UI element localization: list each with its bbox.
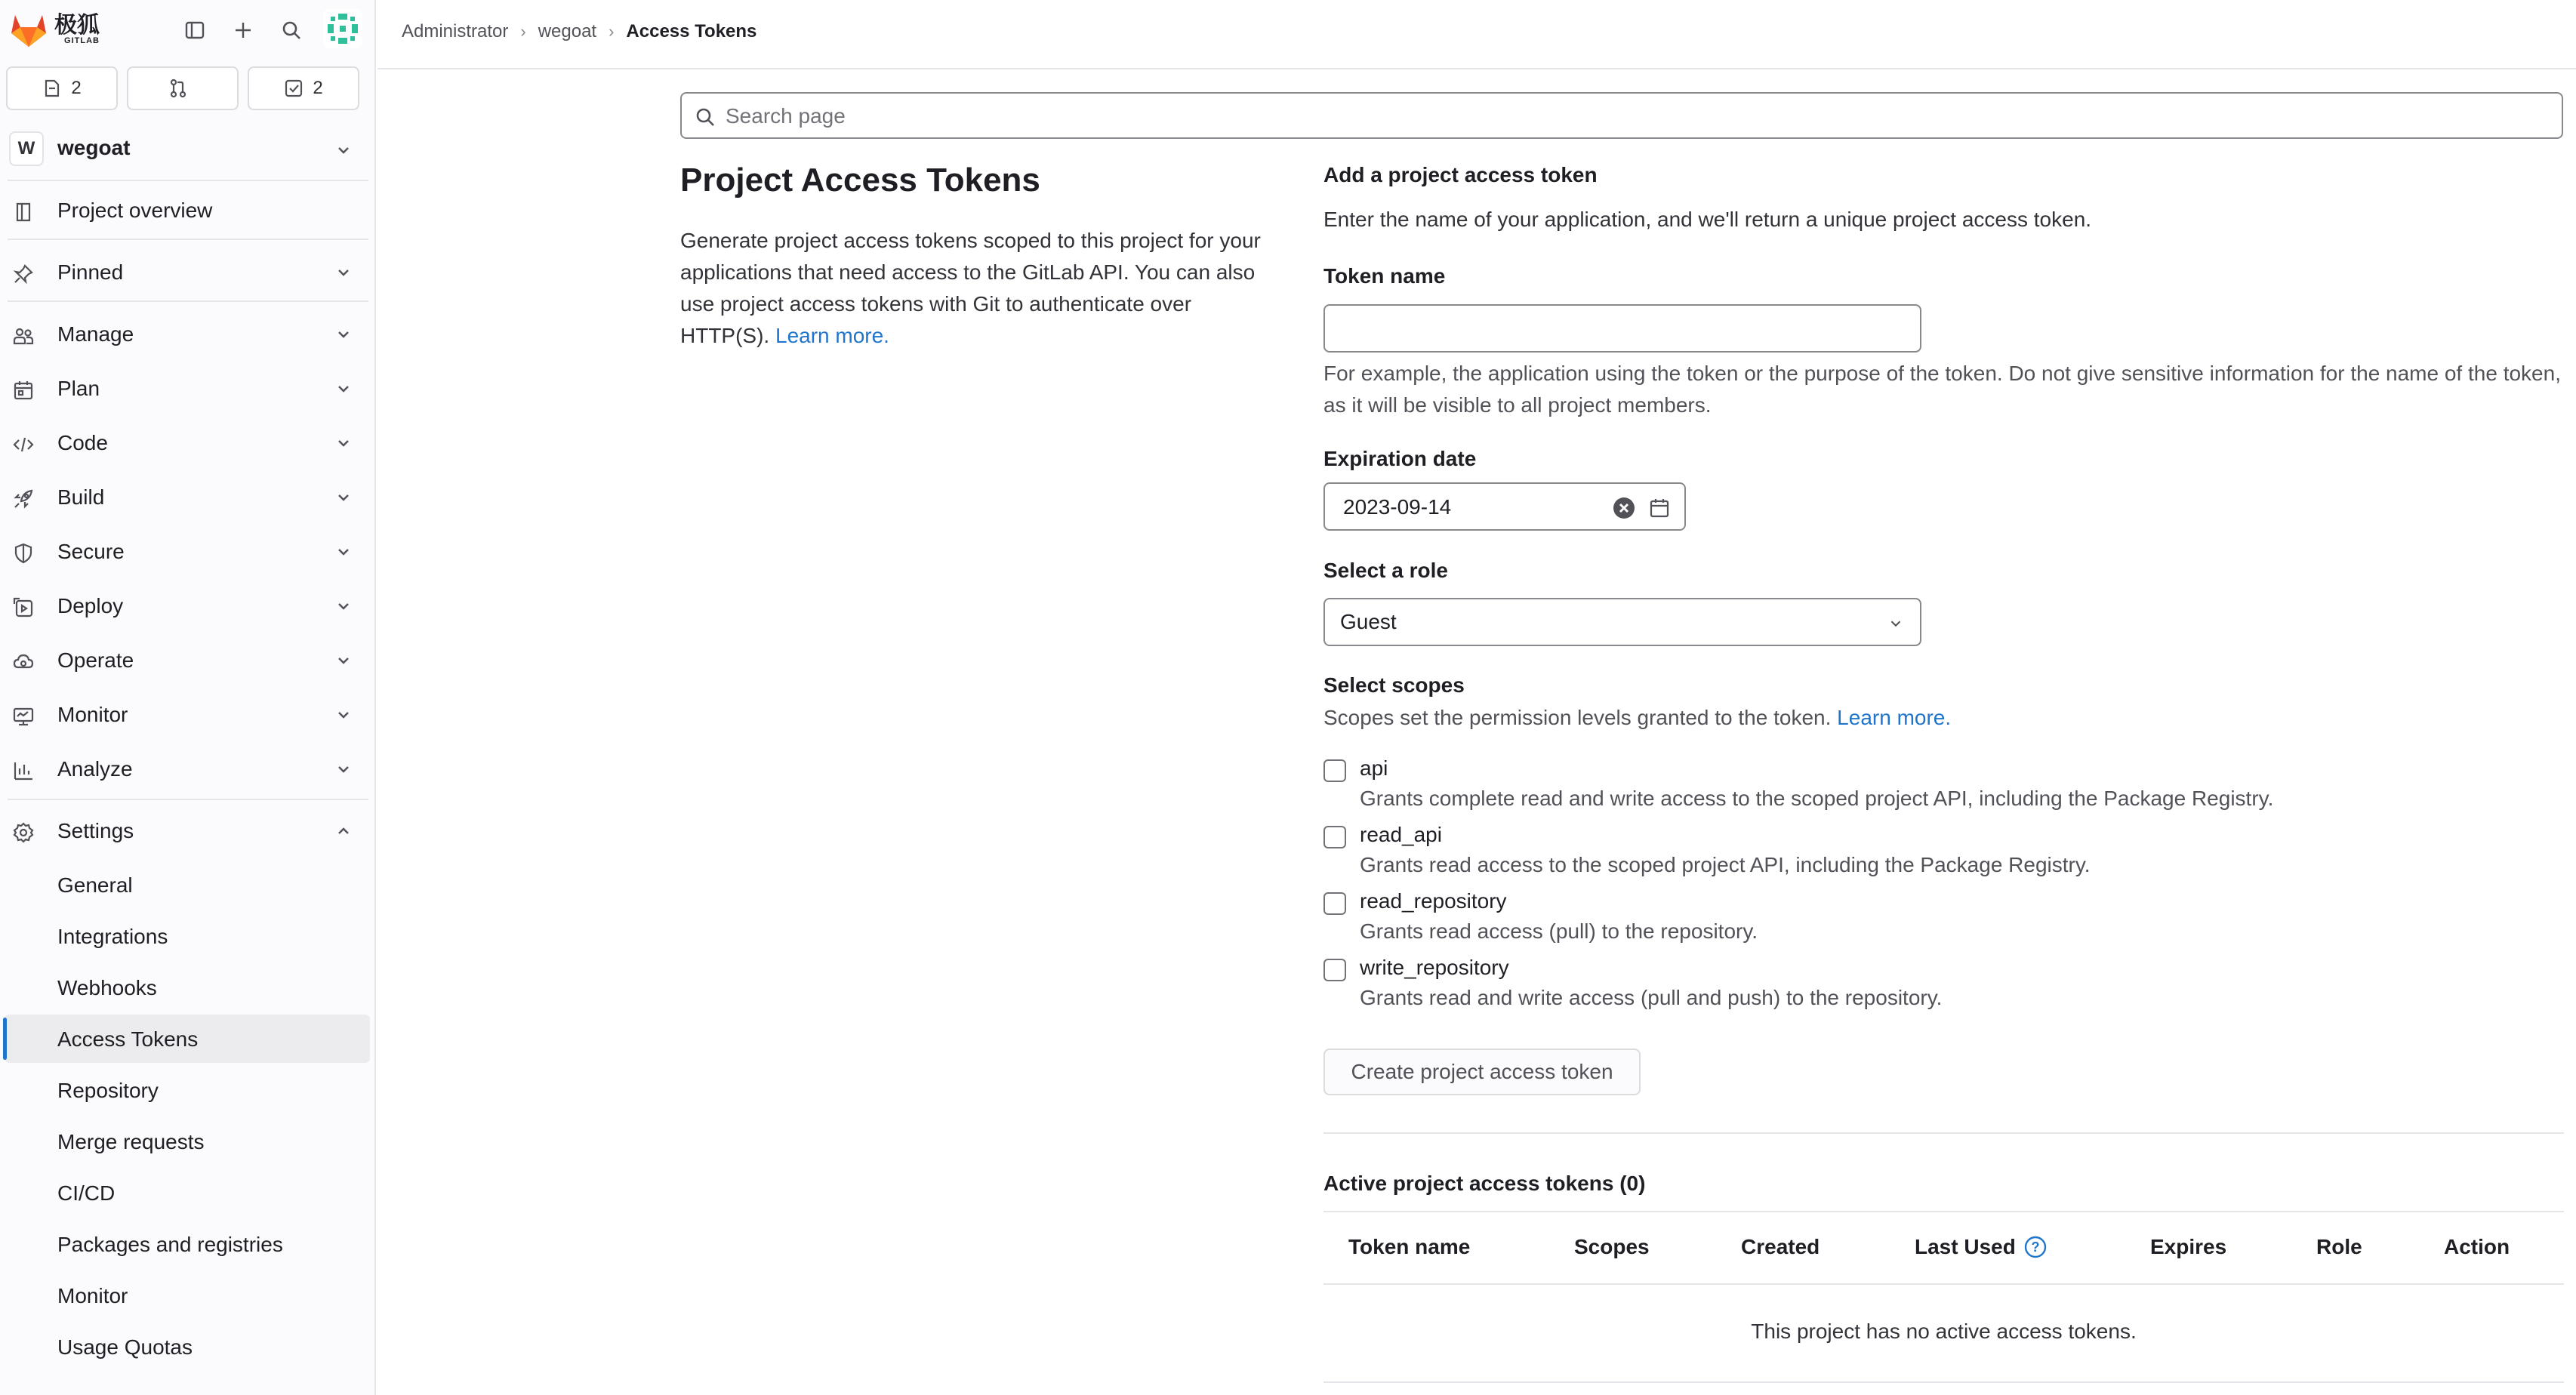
chevron-down-icon (334, 705, 353, 725)
chevron-down-icon (334, 325, 353, 344)
plus-icon[interactable] (228, 15, 258, 45)
sidebar-item-operate[interactable]: Operate (0, 634, 376, 685)
issues-count: 2 (71, 78, 82, 98)
calendar-icon[interactable] (1648, 497, 1671, 519)
chevron-up-icon (334, 821, 353, 841)
chevron-down-icon (334, 596, 353, 616)
breadcrumb-separator: › (520, 22, 526, 41)
chevron-down-icon (334, 542, 353, 562)
col-role[interactable]: Role (2316, 1235, 2362, 1258)
chevron-down-icon (334, 379, 353, 399)
breadcrumb-item[interactable]: wegoat (538, 21, 597, 42)
todos-counter[interactable] (248, 66, 359, 110)
expiration-date-input[interactable] (1342, 491, 1594, 523)
settings-item-integrations[interactable]: Integrations (57, 925, 168, 948)
token-name-label: Token name (1323, 264, 1446, 288)
settings-item-ci-cd[interactable]: CI/CD (57, 1181, 116, 1205)
calendar-icon (12, 379, 35, 402)
scope-name: api (1360, 756, 1388, 780)
settings-item-repository[interactable]: Repository (57, 1079, 159, 1102)
shield-icon (12, 542, 35, 565)
chevron-down-icon (334, 433, 353, 453)
top-bar (377, 0, 2576, 69)
sidebar-toggle-icon[interactable] (180, 15, 210, 45)
brand-name: 极狐 GITLAB (54, 13, 100, 45)
code-icon (12, 433, 35, 456)
svg-text:?: ? (2031, 1239, 2040, 1255)
expiration-date-label: Expiration date (1323, 447, 1477, 470)
form-subtitle: Enter the name of your application, and we'll return a unique project access token. (1323, 208, 2092, 231)
sidebar-header (0, 0, 376, 60)
scope-name: read_api (1360, 823, 1442, 846)
empty-state-text: This project has no active access tokens. (1751, 1320, 2137, 1343)
sidebar-divider (8, 799, 368, 800)
create-token-button[interactable]: Create project access token (1323, 1049, 1641, 1095)
col-action: Action (2444, 1235, 2510, 1258)
cloud-icon (12, 651, 35, 673)
sidebar-item-build[interactable]: Build (0, 471, 376, 522)
settings-icon (12, 821, 35, 844)
scope-api-checkbox[interactable] (1323, 759, 1346, 782)
scope-read-repository-checkbox[interactable] (1323, 892, 1346, 915)
breadcrumb (402, 21, 756, 42)
sidebar-divider (8, 239, 368, 240)
scope-write-repository (1323, 956, 2531, 1019)
project-avatar: W (9, 131, 44, 166)
role-selected-value: Guest (1340, 610, 1397, 633)
chevron-down-icon (334, 140, 353, 160)
chevron-down-icon (334, 488, 353, 507)
token-name-field-box (1323, 304, 1921, 353)
sidebar-divider (8, 180, 368, 181)
col-scopes[interactable]: Scopes (1574, 1235, 1650, 1258)
sidebar-item-settings[interactable]: Settings (0, 805, 376, 856)
settings-item-monitor[interactable]: Monitor (57, 1284, 128, 1307)
sidebar-divider (8, 300, 368, 302)
gitlab-logo-icon[interactable] (9, 12, 48, 48)
todo-icon (284, 79, 304, 98)
col-last-used[interactable]: Last Used ? (1915, 1235, 2048, 1259)
sidebar (0, 0, 376, 1395)
sidebar-item-deploy[interactable]: Deploy (0, 580, 376, 631)
role-select[interactable] (1323, 598, 1921, 646)
sidebar-item-secure[interactable]: Secure (0, 525, 376, 577)
active-indicator (3, 1018, 7, 1060)
settings-item-usage-quotas[interactable]: Usage Quotas (57, 1335, 193, 1359)
search-page-box (680, 92, 2563, 139)
expiration-date-field (1323, 482, 1686, 531)
scope-write-repository-checkbox[interactable] (1323, 959, 1346, 981)
search-icon (694, 106, 716, 128)
issues-icon (42, 79, 62, 98)
scope-name: read_repository (1360, 889, 1507, 913)
chevron-down-icon (334, 759, 353, 779)
merge-requests-counter[interactable] (127, 66, 239, 110)
chevron-down-icon (334, 263, 353, 282)
role-label: Select a role (1323, 559, 1448, 582)
monitor-icon (12, 705, 35, 728)
page-title: Project Access Tokens (680, 162, 1040, 199)
search-icon[interactable] (276, 15, 307, 45)
section-divider (1323, 1132, 2564, 1134)
scope-description: Grants read access (pull) to the repository. (1360, 919, 1758, 943)
user-avatar-icon[interactable] (323, 9, 362, 48)
breadcrumb-item[interactable]: Administrator (402, 21, 509, 42)
users-icon (12, 325, 35, 347)
scopes-help: Scopes set the permission levels granted to the token. Learn more. (1323, 706, 1952, 729)
issues-counter[interactable] (6, 66, 118, 110)
scope-name: write_repository (1360, 956, 1509, 979)
learn-more-link[interactable]: Learn more. (775, 324, 889, 347)
settings-item-webhooks[interactable]: Webhooks (57, 976, 157, 999)
breadcrumb-separator: › (609, 22, 615, 41)
clear-date-icon[interactable] (1612, 496, 1636, 520)
table-bottom-border (1323, 1381, 2564, 1383)
form-title: Add a project access token (1323, 163, 1598, 186)
scope-api (1323, 756, 2531, 820)
token-name-input[interactable] (1342, 313, 1903, 345)
breadcrumb-current[interactable]: Access Tokens (626, 21, 757, 42)
help-icon[interactable] (2023, 1235, 2048, 1259)
sidebar-item-monitor[interactable]: Monitor (0, 688, 376, 740)
scope-read-api-checkbox[interactable] (1323, 826, 1346, 848)
sidebar-item-manage[interactable]: Manage (0, 308, 376, 359)
chart-icon (12, 759, 35, 782)
todos-count: 2 (313, 78, 323, 98)
sidebar-item-plan[interactable]: Plan (0, 362, 376, 414)
sidebar-item-analyze[interactable]: Analyze (0, 743, 376, 794)
deploy-icon (12, 596, 35, 619)
chevron-down-icon (334, 651, 353, 670)
project-name: wegoat (57, 136, 131, 159)
sidebar-item-code[interactable]: Code (0, 417, 376, 468)
settings-item-access-tokens[interactable]: Access Tokens (5, 1015, 370, 1063)
thumbtack-icon (12, 263, 35, 285)
table-header-border (1323, 1283, 2564, 1285)
scopes-label: Select scopes (1323, 673, 1465, 697)
search-input[interactable] (724, 100, 2539, 133)
settings-item-merge-requests[interactable]: Merge requests (57, 1130, 205, 1153)
col-created[interactable]: Created (1741, 1235, 1820, 1258)
settings-item-general[interactable]: General (57, 873, 133, 897)
scope-description: Grants read and write access (pull and push) to the repository. (1360, 986, 1943, 1009)
col-token-name[interactable]: Token name (1348, 1235, 1471, 1258)
project-switcher[interactable] (0, 124, 376, 175)
merge-request-icon (168, 79, 188, 98)
table-top-border (1323, 1211, 2564, 1212)
scope-description: Grants complete read and write access to the scoped project API, including the Package Registry. (1360, 787, 2274, 810)
active-tokens-title: Active project access tokens (0) (1323, 1172, 1646, 1195)
scope-read-api (1323, 823, 2531, 886)
page-description: Generate project access tokens scoped to this project for your applications that need access to the GitLab API. You can also use project access tokens with Git to authenticate over HTTP(S). Learn more. (680, 229, 1261, 347)
scopes-learn-more-link[interactable]: Learn more. (1837, 706, 1952, 729)
sidebar-item-project-overview[interactable]: Project overview (0, 184, 376, 236)
sidebar-item-pinned[interactable]: Pinned (0, 246, 376, 297)
settings-item-packages[interactable]: Packages and registries (57, 1233, 283, 1256)
sidebar-counters (6, 66, 371, 112)
col-expires[interactable]: Expires (2150, 1235, 2227, 1258)
scope-description: Grants read access to the scoped project API, including the Package Registry. (1360, 853, 2091, 876)
chevron-down-icon (1887, 614, 1905, 633)
project-icon (12, 201, 35, 223)
scope-read-repository (1323, 889, 2531, 953)
token-name-help: For example, the application using the token or the purpose of the token. Do not give sensitive information for the name of the token, as it will be visible to all project members. (1323, 362, 2561, 417)
rocket-icon (12, 488, 35, 510)
